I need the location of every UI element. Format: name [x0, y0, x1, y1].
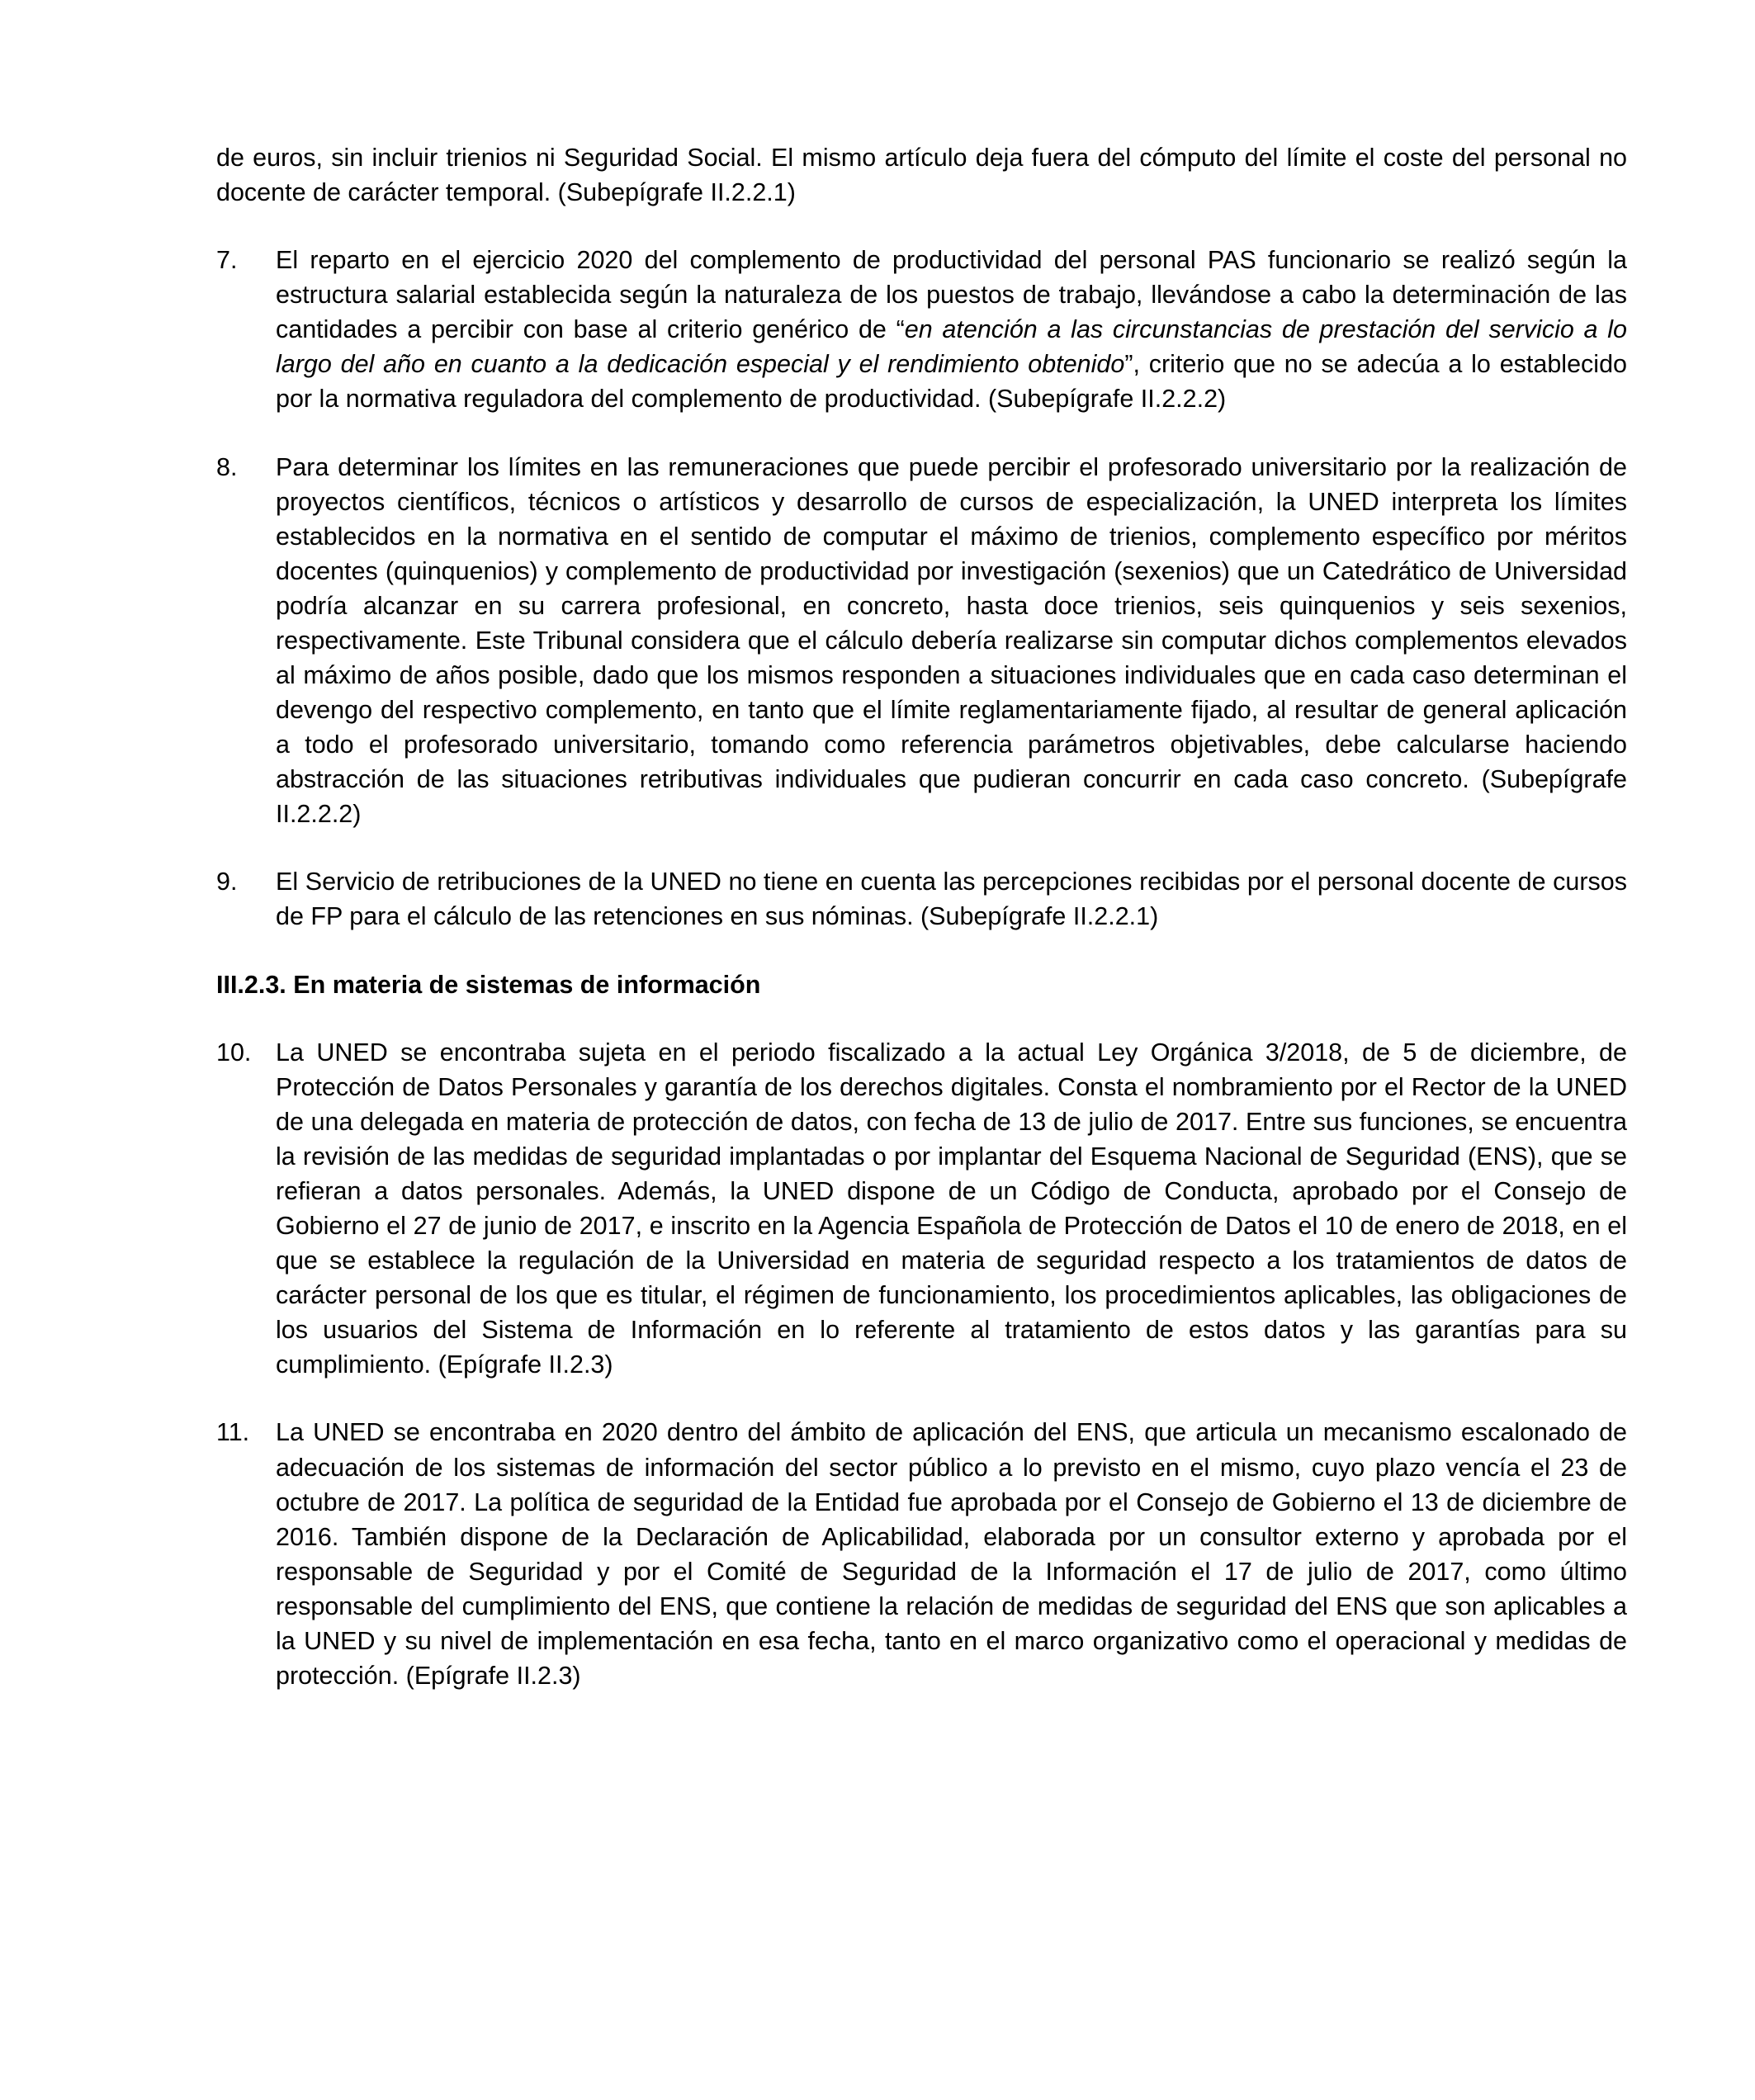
item-number: 8.	[216, 452, 238, 481]
item-number: 7.	[216, 246, 238, 275]
item-number: 11.	[216, 1418, 250, 1447]
item-body: La UNED se encontraba sujeta en el periodo fiscalizado a la actual Ley Orgánica 3/2018, de 5 de diciembre, de Protección de Datos Personales y garantía de los derechos digitales. Consta el nombramiento por el Rector de la UNED de una delegada en materia de protección de datos, con fecha de 13 de julio de 2017. Entre sus funciones, se encuentra la revisión de las medidas de seguridad implantadas o por implantar del Esquema Nacional de Seguridad (ENS), que se refieran a datos personales. Además, la UNED dispone de un Código de Conducta, aprobado por el Consejo de Gobierno el 27 de junio de 2017, e inscrito en la Agencia Española de Protección de Datos el 10 de enero de 2018, en el que se establece la regulación de la Universidad en materia de seguridad respecto a los tratamientos de datos de carácter personal de los que es titular, el régimen de funcionamiento, los procedimientos aplicables, las obligaciones de los usuarios del Sistema de Información en lo referente al tratamiento de estos datos y las garantías para su cumplimiento. (Epígrafe II.2.3)	[276, 1038, 1627, 1379]
item-number: 9.	[216, 868, 238, 896]
item-text-after-quote: ”, criterio que no se adecúa a lo establecido por la normativa reguladora del complemento de productividad. (Subepígrafe II.2.2.2)	[276, 350, 1627, 414]
numbered-item-7	[216, 243, 1627, 416]
numbered-item-8	[216, 450, 1627, 832]
continuation-paragraph: de euros, sin incluir trienios ni Seguridad Social. El mismo artículo deja fuera del cómputo del límite el coste del personal no docente de carácter temporal. (Subepígrafe II.2.2.1)	[216, 144, 1627, 207]
item-number: 10.	[216, 1038, 252, 1067]
section-heading: III.2.3. En materia de sistemas de información	[216, 970, 761, 999]
numbered-item-10	[216, 1035, 1627, 1383]
numbered-item-9	[216, 864, 1627, 934]
item-body: El Servicio de retribuciones de la UNED no tiene en cuenta las percepciones recibidas por el personal docente de cursos de FP para el cálculo de las retenciones en sus nóminas. (Subepígrafe II.2.2.1)	[276, 868, 1627, 931]
item-body: La UNED se encontraba en 2020 dentro del ámbito de aplicación del ENS, que articula un mecanismo escalonado de adecuación de los sistemas de información del sector público a lo previsto en el mismo, cuyo plazo vencía el 23 de octubre de 2017. La política de seguridad de la Entidad fue aprobada por el Consejo de Gobierno el 13 de diciembre de 2016. También dispone de la Declaración de Aplicabilidad, elaborada por un consultor externo y aprobada por el responsable de Seguridad y por el Comité de Seguridad de la Información el 17 de julio de 2017, como último responsable del cumplimiento del ENS, que contiene la relación de medidas de seguridad del ENS que son aplicables a la UNED y su nivel de implementación en esa fecha, tanto en el marco organizativo como el operacional y medidas de protección. (Epígrafe II.2.3)	[276, 1418, 1627, 1690]
item-body: Para determinar los límites en las remuneraciones que puede percibir el profesorado universitario por la realización de proyectos científicos, técnicos o artísticos y desarrollo de cursos de especialización, la UNED interpreta los límites establecidos en la normativa en el sentido de computar el máximo de trienios, complemento específico por méritos docentes (quinquenios) y complemento de productividad por investigación (sexenios) que un Catedrático de Universidad podría alcanzar en su carrera profesional, en concreto, hasta doce trienios, seis quinquenios y seis sexenios, respectivamente. Este Tribunal considera que el cálculo debería realizarse sin computar dichos complementos elevados al máximo de años posible, dado que los mismos responden a situaciones individuales que en cada caso determinan el devengo del respectivo complemento, en tanto que el límite reglamentariamente fijado, al resultar de general aplicación a todo el profesorado universitario, tomando como referencia parámetros objetivables, debe calcularse haciendo abstracción de las situaciones retributivas individuales que pudieran concurrir en cada caso concreto. (Subepígrafe II.2.2.2)	[276, 452, 1627, 829]
item-quote-text: en atención a las circunstancias de prestación del servicio a lo largo del año en cuanto a la dedicación especial y el rendimiento obtenido	[276, 315, 1627, 379]
item-body	[276, 243, 1627, 416]
item-text-before-quote: El reparto en el ejercicio 2020 del complemento de productividad del personal PAS funcionario se realizó según la estructura salarial establecida según la naturaleza de los puestos de trabajo, llevándose a cabo la determinación de las cantidades a percibir con base al criterio genérico de “	[276, 246, 1627, 344]
numbered-item-11	[216, 1415, 1627, 1693]
